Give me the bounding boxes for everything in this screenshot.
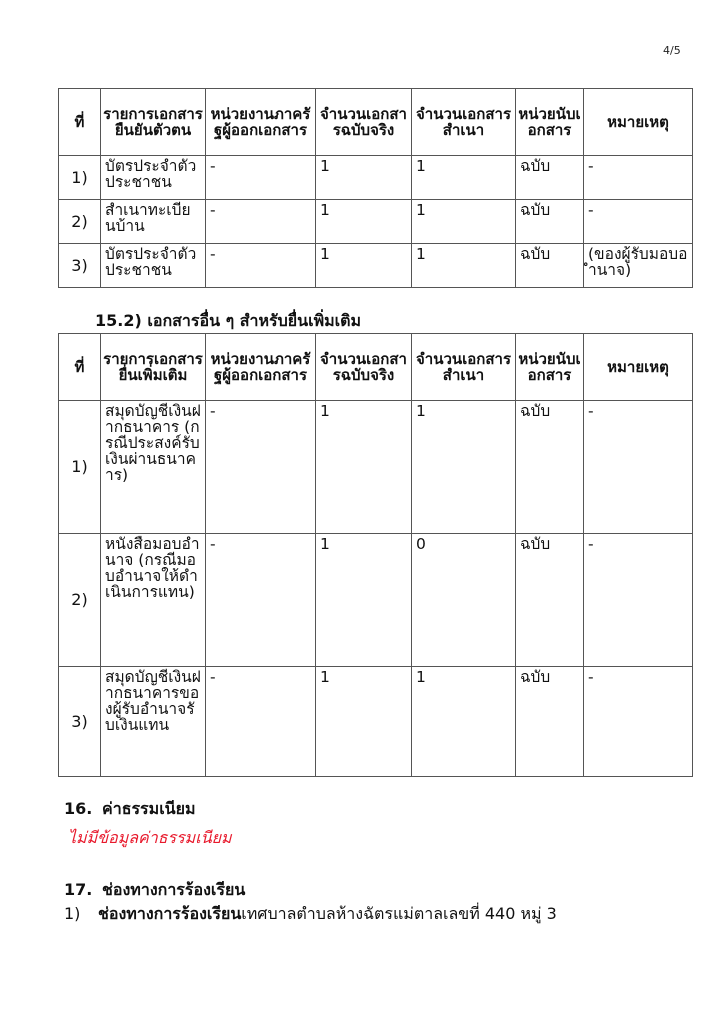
row-original: 1 bbox=[316, 200, 412, 244]
row-no: 3) bbox=[59, 244, 101, 288]
header-no: ที่ bbox=[59, 334, 101, 401]
row-item: หนังสือมอบอำนาจ (กรณีมอบอำนาจให้ดำเนินการแทน) bbox=[101, 534, 206, 667]
item-label: ช่องทางการร้องเรียน bbox=[98, 904, 242, 923]
row-original: 1 bbox=[316, 244, 412, 288]
section-title: ช่องทางการร้องเรียน bbox=[102, 880, 246, 899]
table-row bbox=[59, 156, 693, 200]
header-copy: จำนวนเอกสารสำเนา bbox=[412, 89, 516, 156]
table-header-row bbox=[59, 89, 693, 156]
row-agency: - bbox=[206, 244, 316, 288]
header-no: ที่ bbox=[59, 89, 101, 156]
section-number: 17. bbox=[64, 880, 93, 899]
row-copy: 1 bbox=[412, 156, 516, 200]
row-original: 1 bbox=[316, 667, 412, 777]
row-no: 1) bbox=[59, 156, 101, 200]
table-row bbox=[59, 244, 693, 288]
row-unit: ฉบับ bbox=[516, 401, 584, 534]
header-original: จำนวนเอกสารฉบับจริง bbox=[316, 334, 412, 401]
row-item: บัตรประจำตัวประชาชน bbox=[101, 156, 206, 200]
page-number: 4/5 bbox=[663, 44, 681, 57]
table-row bbox=[59, 667, 693, 777]
row-unit: ฉบับ bbox=[516, 156, 584, 200]
item-number: 1) bbox=[64, 904, 81, 923]
row-note: (ของผู้รับมอบอำนาจ) bbox=[584, 244, 693, 288]
complaint-channel-item bbox=[64, 902, 557, 927]
header-item: รายการเอกสารยื่นเพิ่มเติม bbox=[101, 334, 206, 401]
row-copy: 1 bbox=[412, 244, 516, 288]
header-agency: หน่วยงานภาครัฐผู้ออกเอกสาร bbox=[206, 334, 316, 401]
table-row bbox=[59, 534, 693, 667]
row-item: สมุดบัญชีเงินฝากธนาคารของผู้รับอำนาจรับเงินแทน bbox=[101, 667, 206, 777]
row-no: 1) bbox=[59, 401, 101, 534]
row-item: บัตรประจำตัวประชาชน bbox=[101, 244, 206, 288]
row-agency: - bbox=[206, 667, 316, 777]
header-note: หมายเหตุ bbox=[584, 334, 693, 401]
row-original: 1 bbox=[316, 534, 412, 667]
row-unit: ฉบับ bbox=[516, 534, 584, 667]
row-copy: 1 bbox=[412, 667, 516, 777]
row-copy: 1 bbox=[412, 401, 516, 534]
table-row bbox=[59, 401, 693, 534]
row-copy: 0 bbox=[412, 534, 516, 667]
row-agency: - bbox=[206, 200, 316, 244]
row-note: - bbox=[584, 200, 693, 244]
row-note: - bbox=[584, 401, 693, 534]
table-header-row bbox=[59, 334, 693, 401]
table-row bbox=[59, 200, 693, 244]
row-copy: 1 bbox=[412, 200, 516, 244]
row-note: - bbox=[584, 667, 693, 777]
row-no: 2) bbox=[59, 200, 101, 244]
row-agency: - bbox=[206, 156, 316, 200]
row-item: สมุดบัญชีเงินฝากธนาคาร (กรณีประสงค์รับเงินผ่านธนาคาร) bbox=[101, 401, 206, 534]
header-unit: หน่วยนับเอกสาร bbox=[516, 334, 584, 401]
item-text: เทศบาลตำบลห้างฉัตรแม่ตาลเลขที่ 440 หมู่ 3 bbox=[241, 904, 557, 923]
row-unit: ฉบับ bbox=[516, 244, 584, 288]
row-unit: ฉบับ bbox=[516, 200, 584, 244]
section-16-heading bbox=[64, 797, 196, 822]
section-17-heading bbox=[64, 878, 245, 903]
row-unit: ฉบับ bbox=[516, 667, 584, 777]
no-fee-message: ไม่มีข้อมูลค่าธรรมเนียม bbox=[68, 828, 232, 847]
section-number: 16. bbox=[64, 799, 93, 818]
additional-documents-table bbox=[58, 333, 693, 777]
row-note: - bbox=[584, 156, 693, 200]
row-original: 1 bbox=[316, 401, 412, 534]
row-agency: - bbox=[206, 401, 316, 534]
section-15-2-heading: 15.2) เอกสารอื่น ๆ สำหรับยื่นเพิ่มเติม bbox=[95, 311, 362, 330]
row-no: 3) bbox=[59, 667, 101, 777]
header-copy: จำนวนเอกสารสำเนา bbox=[412, 334, 516, 401]
header-note: หมายเหตุ bbox=[584, 89, 693, 156]
header-item: รายการเอกสารยืนยันตัวตน bbox=[101, 89, 206, 156]
header-original: จำนวนเอกสารฉบับจริง bbox=[316, 89, 412, 156]
section-title: ค่าธรรมเนียม bbox=[102, 799, 196, 818]
identity-documents-table bbox=[58, 88, 693, 288]
row-original: 1 bbox=[316, 156, 412, 200]
header-agency: หน่วยงานภาครัฐผู้ออกเอกสาร bbox=[206, 89, 316, 156]
row-item: สำเนาทะเบียนบ้าน bbox=[101, 200, 206, 244]
header-unit: หน่วยนับเอกสาร bbox=[516, 89, 584, 156]
row-note: - bbox=[584, 534, 693, 667]
row-agency: - bbox=[206, 534, 316, 667]
row-no: 2) bbox=[59, 534, 101, 667]
